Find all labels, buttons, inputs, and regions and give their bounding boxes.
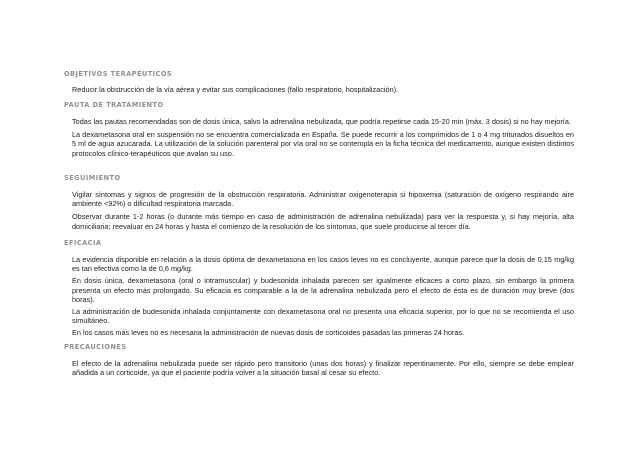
paragraph: En los casos más leves no es necesaria la administración de nuevas dosis de corticoides pasadas las primeras 24 horas. [72, 328, 465, 338]
section-precauciones [64, 343, 574, 377]
section-objetivos-terapeuticos [64, 70, 574, 94]
section-heading: PRECAUCIONES [64, 343, 127, 351]
paragraph: La administración de budesonida inhalada conjuntamente con dexametasona oral no presenta una eficacia superior, por lo que no se recomienda el uso simultáneo. [72, 307, 574, 326]
paragraph: Reducir la obstrucción de la vía aérea y evitar sus complicaciones (fallo respiratorio, hospitalización). [72, 85, 399, 94]
paragraph: El efecto de la adrenalina nebulizada puede ser rápido pero transitorio (unas dos horas) y finalizar repentinamente. Por ello, siempre se debe emplear añadida a un corticoide, ya que el paciente podría volver a la situación basal al cesar su efecto. [72, 359, 574, 378]
paragraph: La evidencia disponible en relación a la dosis óptima de dexametasona en los casos leves no es concluyente, aunque parece que la dosis de 0,15 mg/kg es tan efectiva como la de 0,6 mg/kg. [72, 255, 574, 274]
section-seguimiento [64, 174, 574, 231]
section-heading: OBJETIVOS TERAPÉUTICOS [64, 70, 173, 78]
section-pauta-de-tratamiento [64, 101, 574, 158]
paragraph: En dosis única, dexametasona (oral o intramuscular) y budesonida inhalada parecen ser igualmente eficaces a corto plazo, sin embargo la primera presenta un efecto más prolongado. Su eficacia es comparable a la de la adrenalina nebulizada pero el efecto de ésta es de duración muy breve (dos horas). [72, 276, 574, 304]
paragraph: Vigilar síntomas y signos de progresión de la obstrucción respiratoria. Administrar oxigenoterapia si hipoxemia (saturación de oxígeno respirando aire ambiente <92%) o dificultad respiratoria marcada. [72, 190, 574, 209]
section-heading: EFICACIA [64, 239, 102, 247]
paragraph: Todas las pautas recomendadas son de dosis única, salvo la adrenalina nebulizada, que podría repetirse cada 15-20 min (máx. 3 dosis) si no hay mejoría. [72, 117, 571, 126]
paragraph: La dexametasona oral en suspensión no se encuentra comercializada en España. Se puede recurrir a los comprimidos de 1 o 4 mg triturados disueltos en 5 ml de agua azucarada. La utilización de la solución parenteral por vía oral no se contempla en la ficha técnica del medicamento, aunque existen distintos protocolos clínico-terapéuticos que avalan su uso. [72, 130, 574, 158]
section-eficacia [64, 239, 574, 338]
section-heading: PAUTA DE TRATAMIENTO [64, 101, 164, 109]
section-heading: SEGUIMIENTO [64, 174, 121, 182]
paragraph: Observar durante 1-2 horas (o durante más tiempo en caso de administración de adrenalina nebulizada) para ver la respuesta y, si hay mejoría, alta domiciliaria; reevaluar en 24 horas y hasta el comienzo de la resolución de los síntomas, que suele producirse al tercer día. [72, 212, 574, 231]
